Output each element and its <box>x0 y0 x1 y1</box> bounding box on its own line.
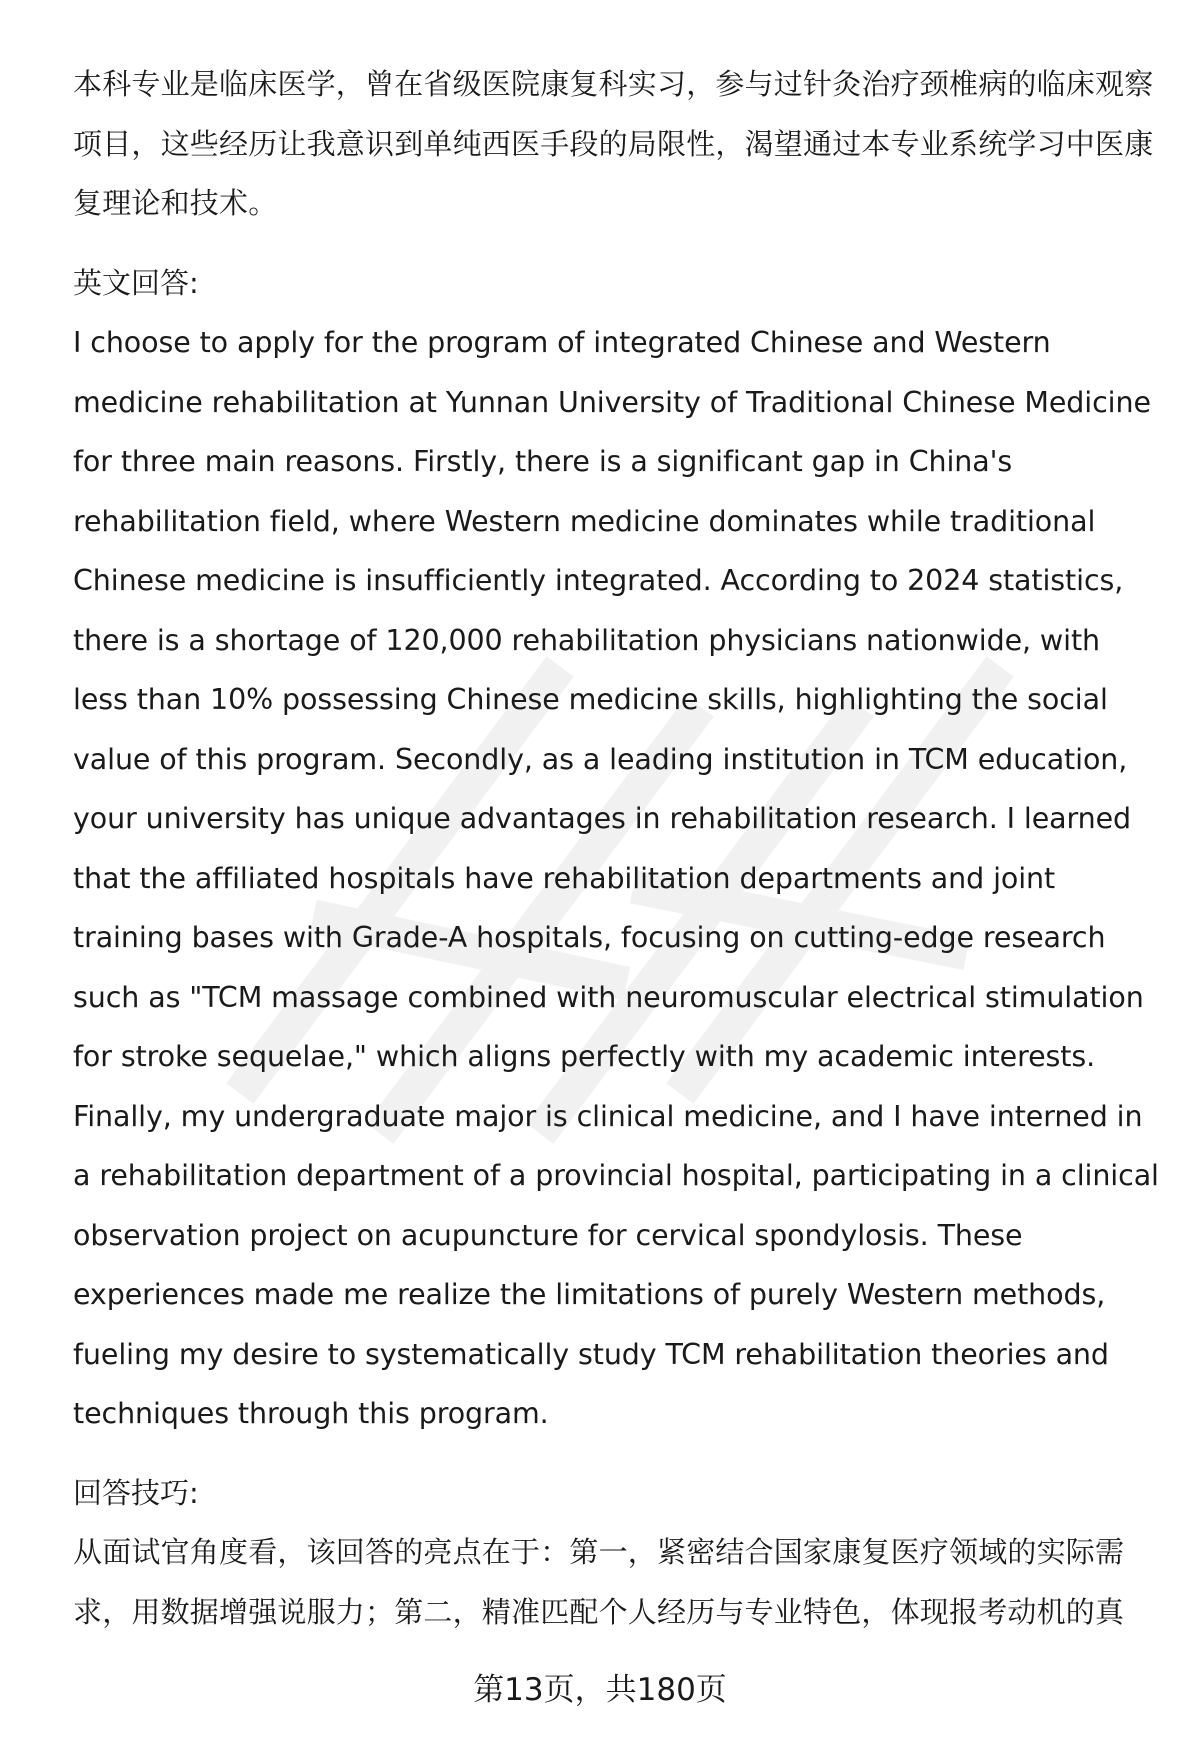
intro-paragraph: 本科专业是临床医学，曾在省级医院康复科实习，参与过针灸治疗颈椎病的临床观察项目，这些经历让我意识到单纯西医手段的局限性，渴望通过本专业系统学习中医康复理论和技术。 <box>73 67 1154 220</box>
paragraph-spacer <box>73 234 1163 254</box>
english-answer-paragraph: I choose to apply for the program of integrated Chinese and Western medicine rehabilitation at Yunnan University of Traditional Chinese Medicine for three main reasons. Firstly, there is a significant gap in China's rehabilitation field, where Western medicine dominates while traditional Chinese medicine is insufficiently integrated. According to 2024 statistics, there is a shortage of 120,000 rehabilitation physicians nationwide, with less than 10% possessing Chinese medicine skills, highlighting the social value of this program. Secondly, as a leading institution in TCM education, your university has unique advantages in rehabilitation research. I learned that the affiliated hospitals have rehabilitation departments and joint training bases with Grade-A hospitals, focusing on cutting-edge research such as "TCM massage combined with neuromuscular electrical stimulation for stroke sequelae," which aligns perfectly with my academic interests. Finally, my undergraduate major is clinical medicine, and I have interned in a rehabilitation department of a provincial hospital, participating in a clinical observation project on acupuncture for cervical spondylosis. These experiences made me realize the limitations of purely Western methods, fueling my desire to systematically study TCM rehabilitation theories and techniques through this program. <box>73 326 1159 1430</box>
english-answer-heading: 英文回答: <box>73 265 199 300</box>
answer-tips-heading: 回答技巧: <box>73 1475 199 1510</box>
document-body <box>73 55 1163 1642</box>
paragraph-spacer <box>73 1444 1163 1464</box>
answer-tips-paragraph: 从面试官角度看，该回答的亮点在于：第一，紧密结合国家康复医疗领域的实际需求，用数据增强说服力；第二，精准匹配个人经历与专业特色，体现报考动机的真 <box>73 1535 1125 1629</box>
page-number: 第13页，共180页 <box>473 1672 727 1708</box>
